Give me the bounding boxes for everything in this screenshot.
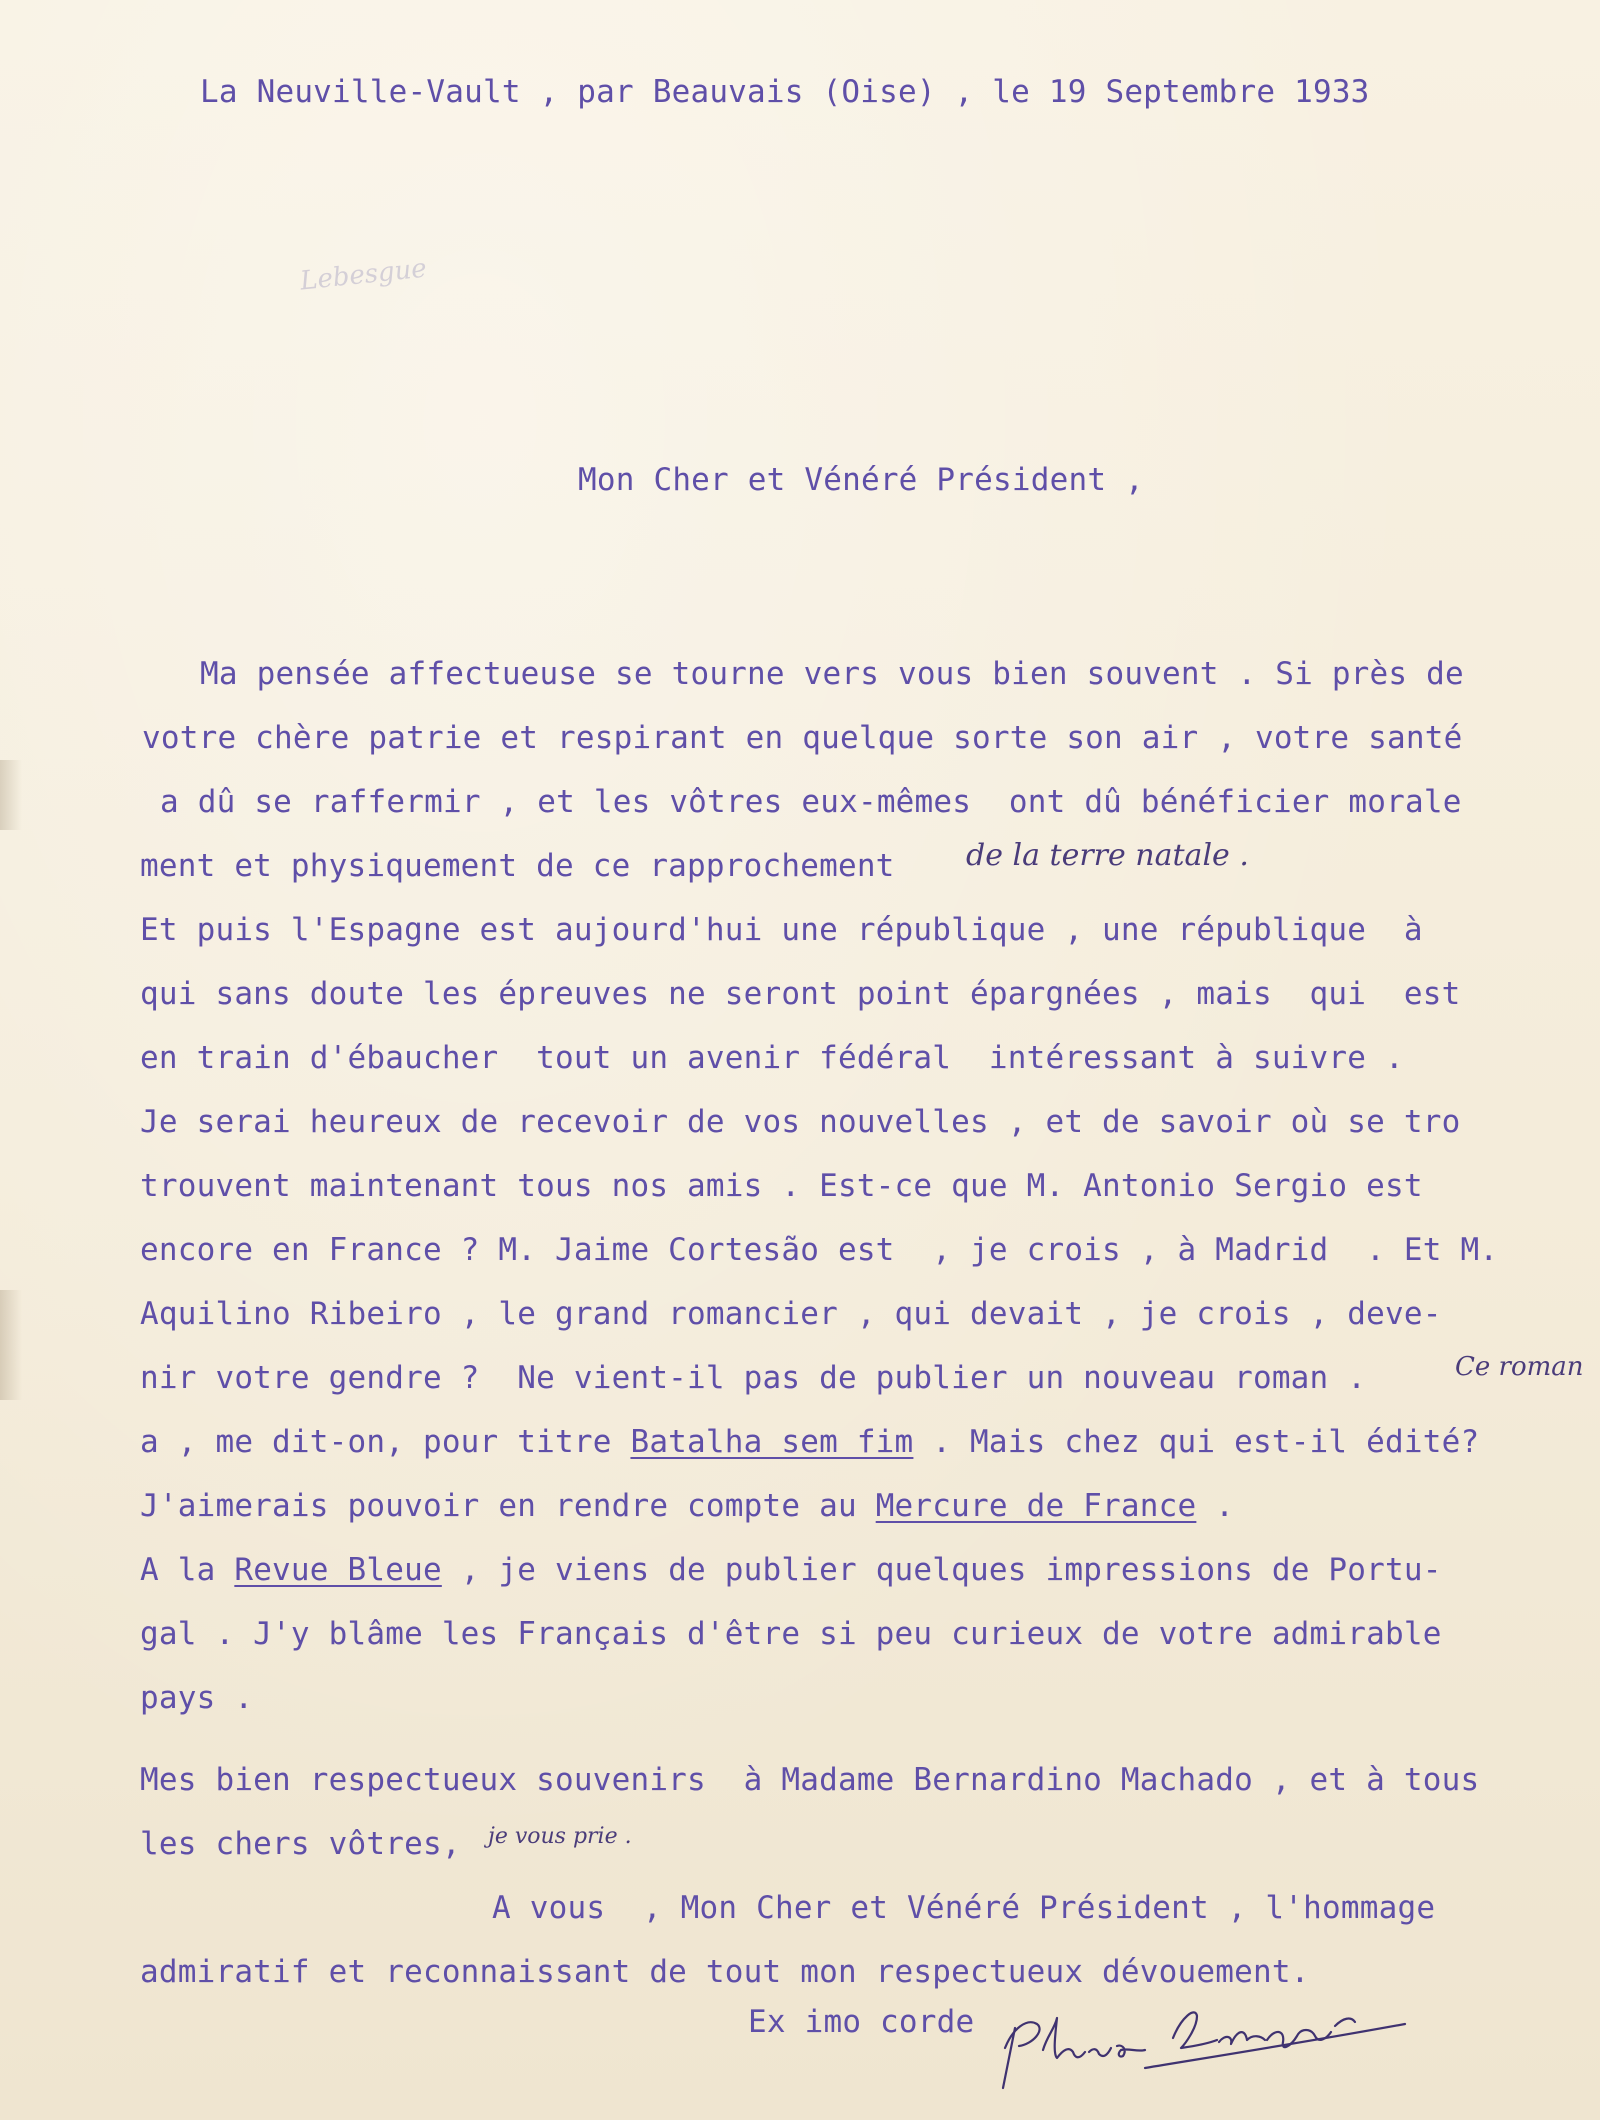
body-line: Aquilino Ribeiro , le grand romancier , qui devait , je crois , deve-: [140, 1296, 1442, 1332]
body-line: votre chère patrie et respirant en quelque sorte son air , votre santé: [142, 720, 1463, 756]
paper-fold-shadow: [0, 1290, 22, 1400]
body-line: les chers vôtres,: [140, 1826, 461, 1862]
body-line: Ma pensée affectueuse se tourne vers vous bien souvent . Si près de: [200, 656, 1464, 692]
body-line: [140, 1422, 1479, 1462]
letter-dateline: La Neuville-Vault , par Beauvais (Oise) , le 19 Septembre 1933: [200, 74, 1370, 110]
journal-title: Revue Bleue: [234, 1552, 442, 1588]
signature-image: [985, 1988, 1425, 2098]
body-line: a dû se raffermir , et les vôtres eux-mêmes ont dû bénéficier morale: [160, 784, 1462, 820]
handwritten-insertion: de la terre natale .: [966, 838, 1249, 873]
body-line: qui sans doute les épreuves ne seront point épargnées , mais qui est: [140, 976, 1461, 1012]
body-line: [140, 1486, 1234, 1526]
closing-line: A vous , Mon Cher et Vénéré Président , l'hommage: [492, 1890, 1436, 1926]
letter-salutation: Mon Cher et Vénéré Président ,: [578, 462, 1144, 498]
closing-formula: Ex imo corde: [748, 2004, 975, 2040]
body-text: , je viens de publier quelques impressions de Portu-: [441, 1552, 1442, 1588]
handwritten-insertion: je vous prie .: [488, 1824, 632, 1849]
body-line: [140, 1550, 1442, 1590]
book-title: Batalha sem fim: [630, 1424, 914, 1460]
body-text: J'aimerais pouvoir en rendre compte au: [140, 1488, 876, 1524]
body-text: a , me dit-on, pour titre: [140, 1424, 631, 1460]
body-text: A la: [140, 1552, 235, 1588]
body-line: trouvent maintenant tous nos amis . Est-ce que M. Antonio Sergio est: [140, 1168, 1423, 1204]
journal-title: Mercure de France: [875, 1488, 1197, 1524]
body-line: Je serai heureux de recevoir de vos nouvelles , et de savoir où se tro: [140, 1104, 1461, 1140]
archive-mark: Lebesgue: [298, 253, 429, 297]
body-line: en train d'ébaucher tout un avenir fédéral intéressant à suivre .: [140, 1040, 1404, 1076]
body-line: nir votre gendre ? Ne vient-il pas de publier un nouveau roman .: [140, 1360, 1367, 1396]
closing-line: admiratif et reconnaissant de tout mon respectueux dévouement.: [140, 1954, 1310, 1990]
body-line: Et puis l'Espagne est aujourd'hui une république , une république à: [140, 912, 1423, 948]
paper-fold-shadow: [0, 760, 22, 830]
body-text: . Mais chez qui est-il édité?: [913, 1424, 1480, 1460]
body-text: .: [1196, 1488, 1235, 1524]
body-line: ment et physiquement de ce rapprochement: [140, 848, 895, 884]
body-line: Mes bien respectueux souvenirs à Madame Bernardino Machado , et à tous: [140, 1762, 1480, 1798]
body-line: encore en France ? M. Jaime Cortesão est , je crois , à Madrid . Et M.: [140, 1232, 1499, 1268]
body-line: gal . J'y blâme les Français d'être si peu curieux de votre admirable: [140, 1616, 1442, 1652]
handwritten-insertion: Ce roman: [1455, 1352, 1584, 1382]
body-line: pays .: [140, 1680, 254, 1716]
